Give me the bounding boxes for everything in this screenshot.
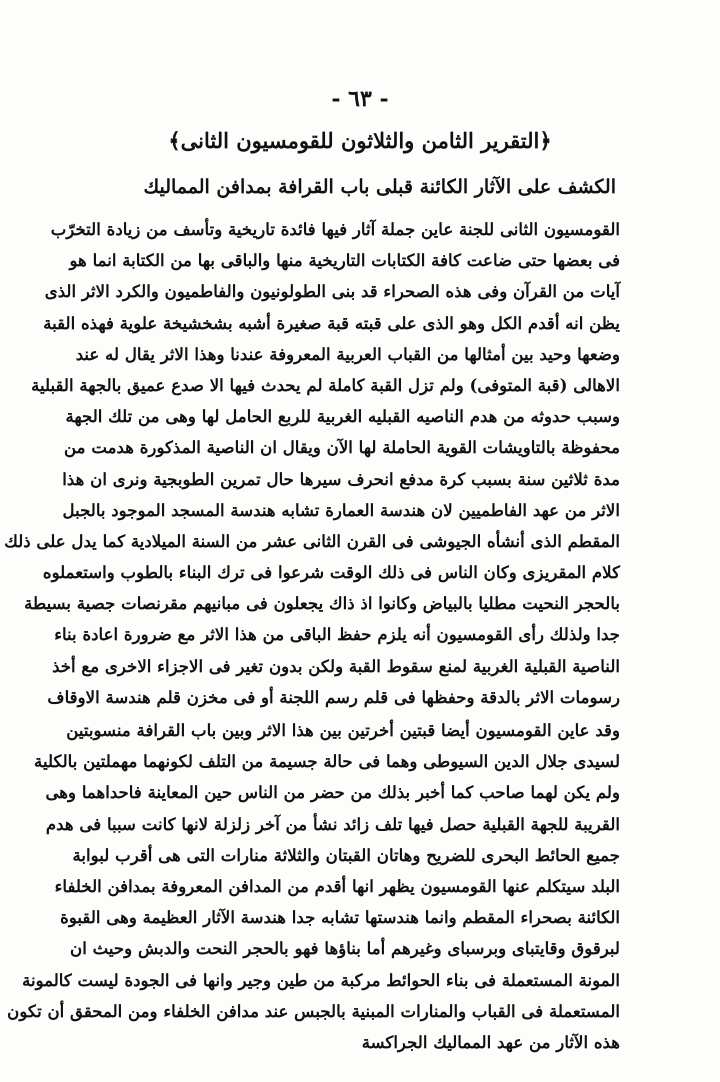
text-line: وقد عاين القومسيون أيضا قبتين أخرتين بين هذا الاثر وبين باب القرافة منسوبتين <box>66 720 620 740</box>
text-line: لبرقوق وقايتباى وبرسباى وغيرهم أما بناؤها فهو بالحجر النحت والدبش وحيث ان <box>70 938 620 959</box>
text-line: الناصية القبلية الغربية لمنع سقوط القبة ولكن بدون تغير فى الاجزاء الاخرى مع أخذ <box>52 655 620 676</box>
text-line: مدة ثلاثين سنة بسبب كرة مدفع انحرف سيرها حال تمرين الطوبجية ونرى ان هذا <box>62 468 620 489</box>
text-line: البلد سيتكلم عنها القومسيون يظهر انها أقدم من المدافن المعروفة بمدافن الخلفاء <box>54 875 620 896</box>
text-line: المستعملة فى القباب والمنارات المبنية بالجبس عند مدافن الخلفاء ومن المحقق أن تكون <box>7 1000 620 1021</box>
text-line: فى بعضها حتى ضاعت كافة الكتابات التاريخية منها والباقى بها من الكتابة انما هو <box>69 250 620 271</box>
text-line: لسيدى جلال الدين السيوطى وهما فى حالة جسيمة من التلف لكونهما مهملتين بالكلية <box>34 751 620 772</box>
text-line: كلام المقريزى وكان الناس فى ذلك الوقت شرعوا فى ترك البناء بالطوب واستعملوه <box>42 562 620 583</box>
text-line: بالحجر النحيت مطليا بالبياض وكانوا اذ ذاك يجعلون فى مبانيهم مقرنصات جصية بسيطة <box>24 593 620 614</box>
text-line: محفوظة بالتاويشات القوية الحاملة لها الآن ويقال ان الناصية المذكورة هدمت من <box>64 437 620 458</box>
text-line: القريبة للجهة القبلية حصل فيها تلف زائد نشأ من آخر زلزلة لانها كانت سببا فى هدم <box>45 813 620 834</box>
section-heading: الكشف على الآثار الكائنة قبلى باب القرافة بمدافن المماليك <box>143 176 616 198</box>
page-number: - ٦٣ - <box>331 86 389 112</box>
text-line: رسومات الاثر بالدقة وحفظها فى قلم رسم اللجنة أو فى مخزن قلم هندسة الاوقاف <box>47 686 620 707</box>
body-text <box>4 214 620 1058</box>
text-line: آيات من القرآن وفى هذه الصحراء قد بنى الطولونيون والفاطميون والكرد الاثر الذى <box>44 281 620 302</box>
text-line: جدا ولذلك رأى القومسيون أنه يلزم حفظ الباقى من هذا الاثر مع ضرورة اعادة بناء <box>54 624 620 645</box>
text-line: المقطم الذى أنشأه الجيوشى فى القرن الثانى عشر من السنة الميلادية كما يدل على ذلك <box>4 530 620 551</box>
text-line: ولم يكن لهما صاحب كما أخبر بذلك من حضر من الناس حين المعاينة فاحداهما وهى <box>45 782 620 803</box>
text-line: الاهالى (قبة المتوفى) ولم تزل القبة كاملة لم يحدث فيها الا صدع عميق بالجهة القبلية <box>31 374 620 395</box>
text-line: الاثر من عهد الفاطميين لان هندسة العمارة تشابه هندسة المسجد الموجود بالجبل <box>62 499 620 520</box>
text-line: القومسيون الثانى للجنة عاين جملة آثار فيها فائدة تاريخية وتأسف من زيادة التخرّب <box>50 219 620 239</box>
text-line: المونة المستعملة فى بناء الحوائط مركبة من طين وجير وانها فى الجودة ليست كالمونة <box>22 969 620 990</box>
text-line: وضعها وحيد بين أمثالها من القباب العربية المعروفة عندنا وهذا الاثر يقال له عند <box>75 343 620 364</box>
text-line: جميع الحائط البحرى للضريح وهاتان القبتان والثلاثة منارات التى هى أقرب لبوابة <box>72 844 620 865</box>
text-line: يظن انه أقدم الكل وهو الذى على قبته قبة صغيرة أشبه بشخشيخة علوية فهذه القبة <box>43 312 620 333</box>
text-line: وسبب حدوثه من هدم الناصيه القبليه الغربية للربع الحامل لها وهى من تلك الجهة <box>65 406 620 427</box>
text-line: هذه الآثار من عهد المماليك الجراكسة <box>361 1031 620 1052</box>
chapter-title: ﴿التقرير الثامن والثلاثون للقومسيون الثانى﴾ <box>168 128 552 153</box>
text-line: الكائنة بصحراء المقطم وانما هندستها تشابه جدا هندسة الآثار العظيمة وهى القبوة <box>60 907 620 928</box>
